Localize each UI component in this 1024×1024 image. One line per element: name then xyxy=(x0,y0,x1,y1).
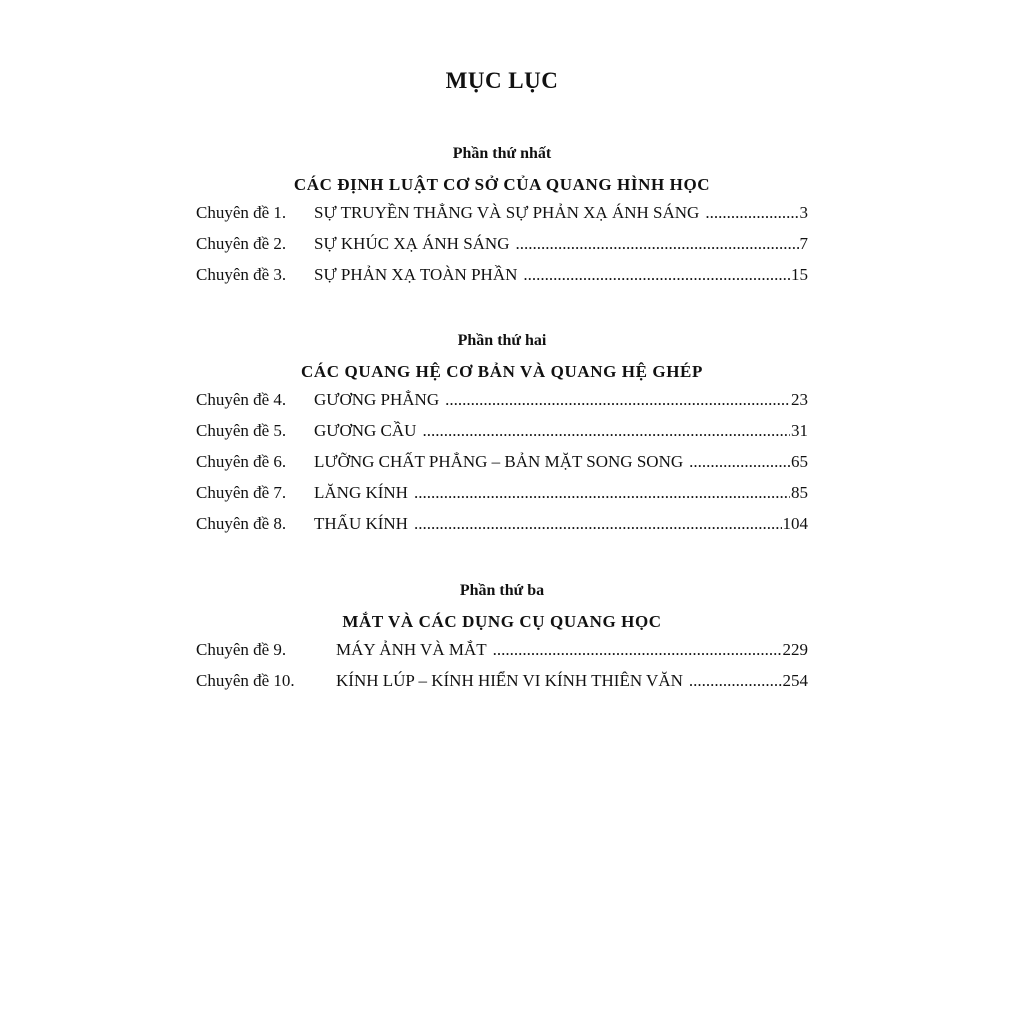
toc-entry-title: LƯỠNG CHẤT PHẲNG – BẢN MẶT SONG SONG xyxy=(314,452,684,471)
dot-leader xyxy=(445,390,790,410)
toc-entry-title: SỰ KHÚC XẠ ÁNH SÁNG xyxy=(314,234,510,253)
toc-entry-7[interactable] xyxy=(196,483,808,514)
toc-entry-2[interactable] xyxy=(196,234,808,265)
toc-chapter-number: Chuyên đề 5. xyxy=(196,421,287,440)
toc-entry-title: KÍNH LÚP – KÍNH HIỂN VI KÍNH THIÊN VĂN xyxy=(336,671,683,690)
dot-leader xyxy=(705,203,798,223)
toc-page-number: 229 xyxy=(782,640,808,659)
toc-entry-6[interactable] xyxy=(196,452,808,483)
part-3-toc-list xyxy=(196,640,808,702)
toc-entry-title: SỰ PHẢN XẠ TOÀN PHẦN xyxy=(314,265,518,284)
dot-leader xyxy=(414,514,782,534)
part-2-label: Phần thứ hai xyxy=(457,332,547,349)
toc-chapter-number: Chuyên đề 4. xyxy=(196,390,287,409)
toc-entry-title: GƯƠNG PHẲNG xyxy=(314,390,440,409)
toc-page-number: 31 xyxy=(791,421,808,440)
toc-page-number: 85 xyxy=(791,483,808,502)
toc-entry-9[interactable] xyxy=(196,640,808,671)
toc-entry-title: GƯƠNG CẦU xyxy=(314,421,417,440)
part-1-label: Phần thứ nhất xyxy=(452,145,552,162)
toc-chapter-number: Chuyên đề 3. xyxy=(196,265,287,284)
toc-page-number: 3 xyxy=(799,203,808,222)
toc-entry-title: THẤU KÍNH xyxy=(314,514,408,533)
toc-entry-5[interactable] xyxy=(196,421,808,452)
toc-page-number: 7 xyxy=(799,234,808,253)
dot-leader xyxy=(414,483,790,503)
part-3-heading: MẮT VÀ CÁC DỤNG CỤ QUANG HỌC xyxy=(342,612,662,631)
toc-entry-4[interactable] xyxy=(196,390,808,421)
toc-page-number: 104 xyxy=(782,514,808,533)
part-1-heading: CÁC ĐỊNH LUẬT CƠ SỞ CỦA QUANG HÌNH HỌC xyxy=(293,175,711,194)
toc-chapter-number: Chuyên đề 2. xyxy=(196,234,287,253)
toc-entry-title: SỰ TRUYỀN THẲNG VÀ SỰ PHẢN XẠ ÁNH SÁNG xyxy=(314,203,700,222)
part-3-label: Phần thứ ba xyxy=(459,582,545,599)
dot-leader xyxy=(515,234,798,254)
part-1-section xyxy=(196,143,808,296)
part-2-section xyxy=(196,330,808,545)
dot-leader xyxy=(493,640,782,660)
dot-leader xyxy=(523,265,790,285)
toc-entry-1[interactable] xyxy=(196,203,808,234)
toc-chapter-number: Chuyên đề 8. xyxy=(196,514,287,533)
toc-chapter-number: Chuyên đề 10. xyxy=(196,671,295,690)
toc-page-number: 15 xyxy=(791,265,808,284)
part-1-toc-list xyxy=(196,203,808,296)
part-2-heading: CÁC QUANG HỆ CƠ BẢN VÀ QUANG HỆ GHÉP xyxy=(301,362,703,381)
toc-page-number: 23 xyxy=(791,390,808,409)
toc-entry-8[interactable] xyxy=(196,514,808,545)
toc-page-number: 254 xyxy=(782,671,808,690)
part-2-toc-list xyxy=(196,390,808,545)
part-3-section xyxy=(196,580,808,702)
toc-chapter-number: Chuyên đề 7. xyxy=(196,483,287,502)
toc-entry-3[interactable] xyxy=(196,265,808,296)
page-title: MỤC LỤC xyxy=(445,68,559,93)
toc-chapter-number: Chuyên đề 6. xyxy=(196,452,287,471)
dot-leader xyxy=(689,671,782,691)
toc-entry-10[interactable] xyxy=(196,671,808,702)
toc-entry-title: LĂNG KÍNH xyxy=(314,483,408,502)
toc-page-number: 65 xyxy=(791,452,808,471)
toc-chapter-number: Chuyên đề 9. xyxy=(196,640,287,659)
toc-chapter-number: Chuyên đề 1. xyxy=(196,203,287,222)
dot-leader xyxy=(422,421,790,441)
dot-leader xyxy=(689,452,790,472)
toc-entry-title: MÁY ẢNH VÀ MẮT xyxy=(336,640,487,659)
